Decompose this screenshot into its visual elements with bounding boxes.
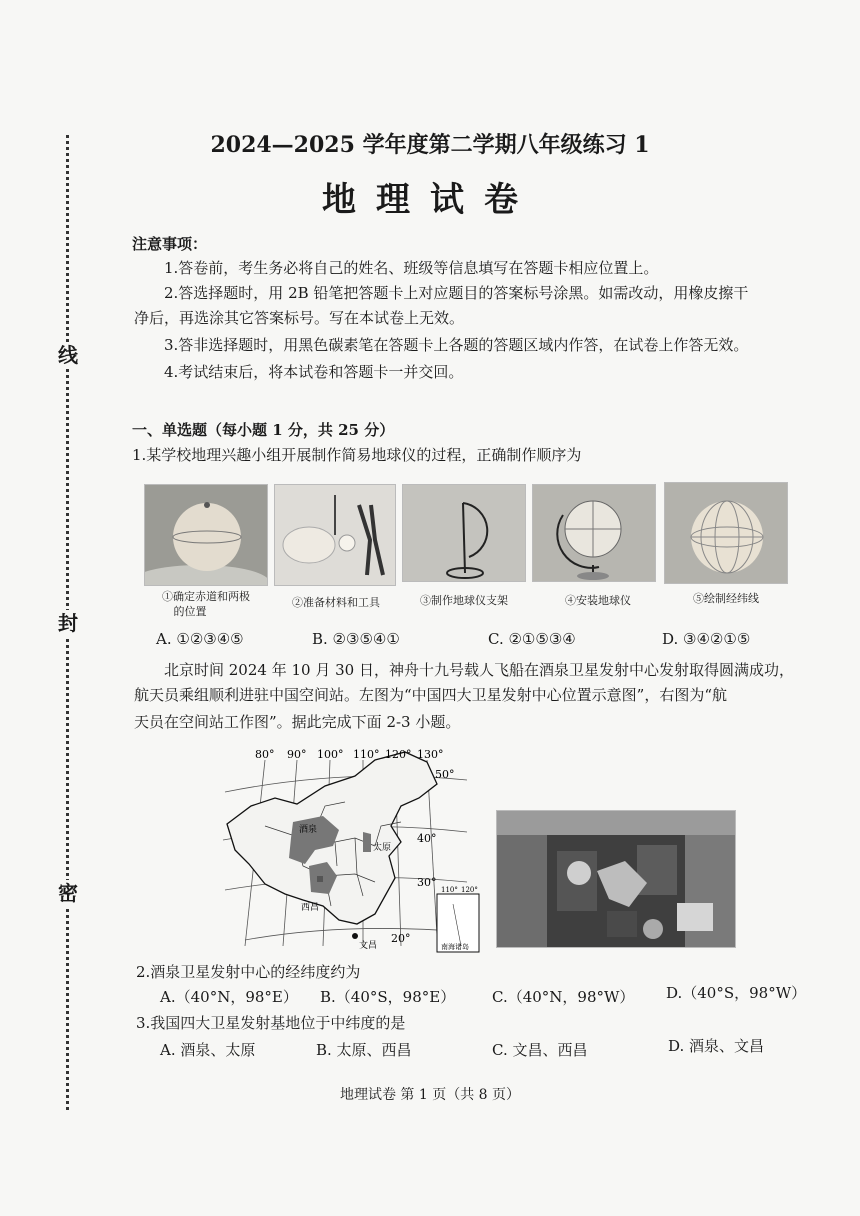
q1-option-c: C. ②①⑤③④ <box>488 630 576 648</box>
lon-label-100: 100° <box>317 748 344 761</box>
notice-item-2: 2.答选择题时，用 2B 铅笔把答题卡上对应题目的答案标号涂黑。如需改动，用橡皮擦干 <box>164 284 749 302</box>
section-single-choice: 一、单选题（每小题 1 分，共 25 分） <box>132 421 395 439</box>
notice-item-3: 3.答非选择题时，用黑色碳素笔在答题卡上各题的答题区域内作答，在试卷上作答无效。 <box>164 336 749 354</box>
binding-label-feng: 封 <box>58 611 78 635</box>
q2-stem: 2.酒泉卫星发射中心的经纬度约为 <box>136 963 361 981</box>
place-jiuquan: 酒泉 <box>299 825 318 835</box>
q1-stem: 1.某学校地理兴趣小组开展制作简易地球仪的过程，正确制作顺序为 <box>132 446 582 464</box>
china-launch-sites-map <box>205 746 485 958</box>
binding-label-xian: 线 <box>58 343 78 367</box>
place-xichang: 西昌 <box>301 903 320 913</box>
passage-line-1: 北京时间 2024 年 10 月 30 日，神舟十九号载人飞船在酒泉卫星发射中心发射取得圆满成功， <box>164 661 794 679</box>
page-footer: 地理试卷 第 1 页（共 8 页） <box>339 1087 521 1103</box>
q2-option-b: B.（40°S，98°E） <box>320 988 456 1006</box>
place-wenchang: 文昌 <box>359 941 378 951</box>
caption-2: ②准备材料和工具 <box>292 596 380 609</box>
inset-lon-120: 120° <box>461 886 478 894</box>
notice-item-4: 4.考试结束后，将本试卷和答题卡一并交回。 <box>164 363 464 381</box>
q3-stem: 3.我国四大卫星发射基地位于中纬度的是 <box>136 1014 406 1032</box>
notice-item-2-cont: 净后，再选涂其它答案标号。写在本试卷上无效。 <box>134 309 465 327</box>
passage-line-3: 天员在空间站工作图”。据此完成下面 2-3 小题。 <box>134 713 461 731</box>
q3-option-b: B. 太原、西昌 <box>316 1041 412 1059</box>
photo-graticule-globe <box>664 482 788 584</box>
inset-lon-110: 110° <box>441 886 458 894</box>
inset-label: 南海诸岛 <box>441 943 469 951</box>
photo-globe-installed <box>532 484 656 582</box>
q3-option-a: A. 酒泉、太原 <box>160 1041 256 1059</box>
caption-5: ⑤绘制经纬线 <box>693 592 759 605</box>
q2-option-d: D.（40°S，98°W） <box>666 984 807 1002</box>
lat-label-50: 50° <box>435 768 455 781</box>
subject-title: 地理试卷 <box>322 180 538 220</box>
lat-label-30: 30° <box>417 876 437 889</box>
binding-label-mi: 密 <box>58 881 78 905</box>
photo-materials-tools <box>274 484 396 586</box>
q3-option-c: C. 文昌、西昌 <box>492 1041 588 1059</box>
q1-option-a: A. ①②③④⑤ <box>156 630 244 648</box>
lat-label-40: 40° <box>417 832 437 845</box>
photo-stand-frame <box>402 484 526 582</box>
q3-option-d: D. 酒泉、文昌 <box>668 1037 765 1055</box>
photo-space-station-astronaut <box>496 810 736 948</box>
caption-3: ③制作地球仪支架 <box>420 594 508 607</box>
exam-title: 2024—2025 学年度第二学期八年级练习 1 <box>210 132 650 158</box>
notice-item-1: 1.答卷前，考生务必将自己的姓名、班级等信息填写在答题卡相应位置上。 <box>164 259 659 277</box>
q2-option-a: A.（40°N，98°E） <box>160 988 298 1006</box>
q1-option-d: D. ③④②①⑤ <box>662 630 751 648</box>
lon-label-130: 130° <box>417 748 444 761</box>
notice-heading: 注意事项： <box>132 235 208 253</box>
lon-label-120: 120° <box>385 748 412 761</box>
lon-label-80: 80° <box>255 748 275 761</box>
place-taiyuan: 太原 <box>373 843 392 853</box>
caption-4: ④安装地球仪 <box>565 594 631 607</box>
lat-label-20: 20° <box>391 932 411 945</box>
q1-option-b: B. ②③⑤④① <box>312 630 400 648</box>
caption-1-cont: 的位置 <box>173 605 207 618</box>
q2-option-c: C.（40°N，98°W） <box>492 988 635 1006</box>
photo-globe-marked <box>144 484 268 586</box>
caption-1: ①确定赤道和两极 <box>162 590 250 603</box>
lon-label-90: 90° <box>287 748 307 761</box>
passage-line-2: 航天员乘组顺利进驻中国空间站。左图为“中国四大卫星发射中心位置示意图”，右图为“航 <box>134 686 728 704</box>
lon-label-110: 110° <box>353 748 380 761</box>
